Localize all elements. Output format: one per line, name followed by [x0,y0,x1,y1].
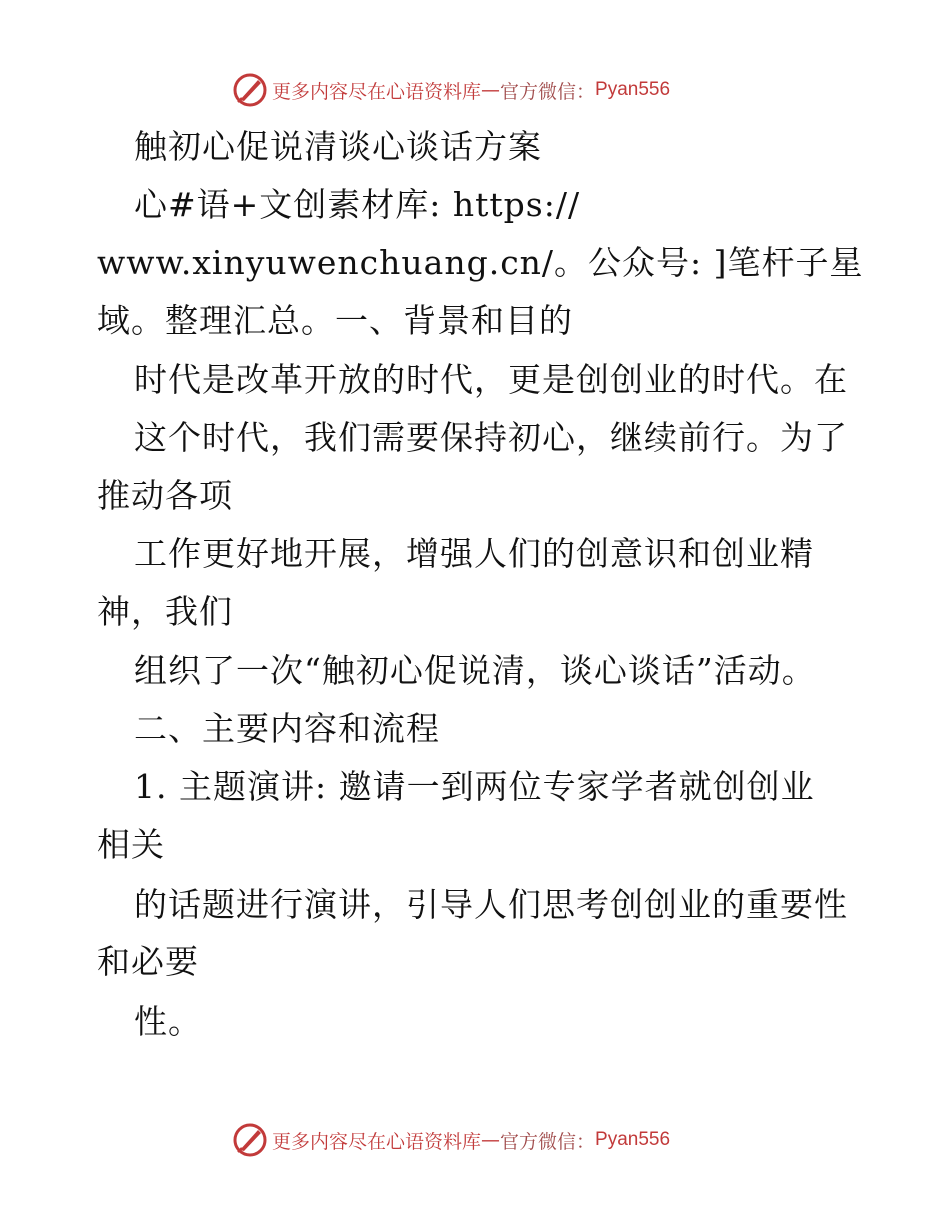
doc-line: 性。 [134,1002,202,1041]
doc-line: 的话题进行演讲，引导人们思考创创业的重要性 [134,885,848,924]
banner-separator: — [481,1129,501,1151]
header-banner [232,70,670,110]
doc-line: www.xinyuwenchuang.cn/。公众号: ]笔杆子星 [97,243,864,282]
doc-line: 这个时代，我们需要保持初心，继续前行。为了 [134,418,848,457]
banner-text: 更多内容尽在心语资料库 [272,1130,482,1153]
doc-title: 触初心促说清谈心谈话方案 [134,127,542,166]
doc-line: 1. 主题演讲: 邀请一到两位专家学者就创创业 [134,767,815,806]
banner-wechat-id: Pyan556 [595,1129,671,1150]
doc-line: 域。整理汇总。一、背景和目的 [97,301,573,340]
doc-line: 时代是改革开放的时代，更是创创业的时代。在 [134,360,848,399]
doc-line: 推动各项 [97,476,233,515]
quill-pen-logo-icon [232,1122,268,1158]
doc-line: 神，我们 [97,592,233,631]
banner-text: 更多内容尽在心语资料库 [272,80,482,103]
doc-line: 相关 [97,825,165,864]
doc-line: 心#语+文创素材库: https:// [134,185,581,224]
banner-separator: — [481,79,501,101]
doc-line: 工作更好地开展，增强人们的创意识和创业精 [134,534,814,573]
banner-wechat-label: 官方微信： [500,1130,596,1153]
banner-wechat-id: Pyan556 [595,79,671,100]
banner-wechat-label: 官方微信： [500,80,596,103]
quill-pen-logo-icon [232,72,268,108]
footer-banner [232,1120,670,1160]
doc-line: 组织了一次“触初心促说清，谈心谈话”活动。 [134,651,816,690]
doc-heading: 二、主要内容和流程 [134,709,440,748]
doc-line: 和必要 [97,942,199,981]
